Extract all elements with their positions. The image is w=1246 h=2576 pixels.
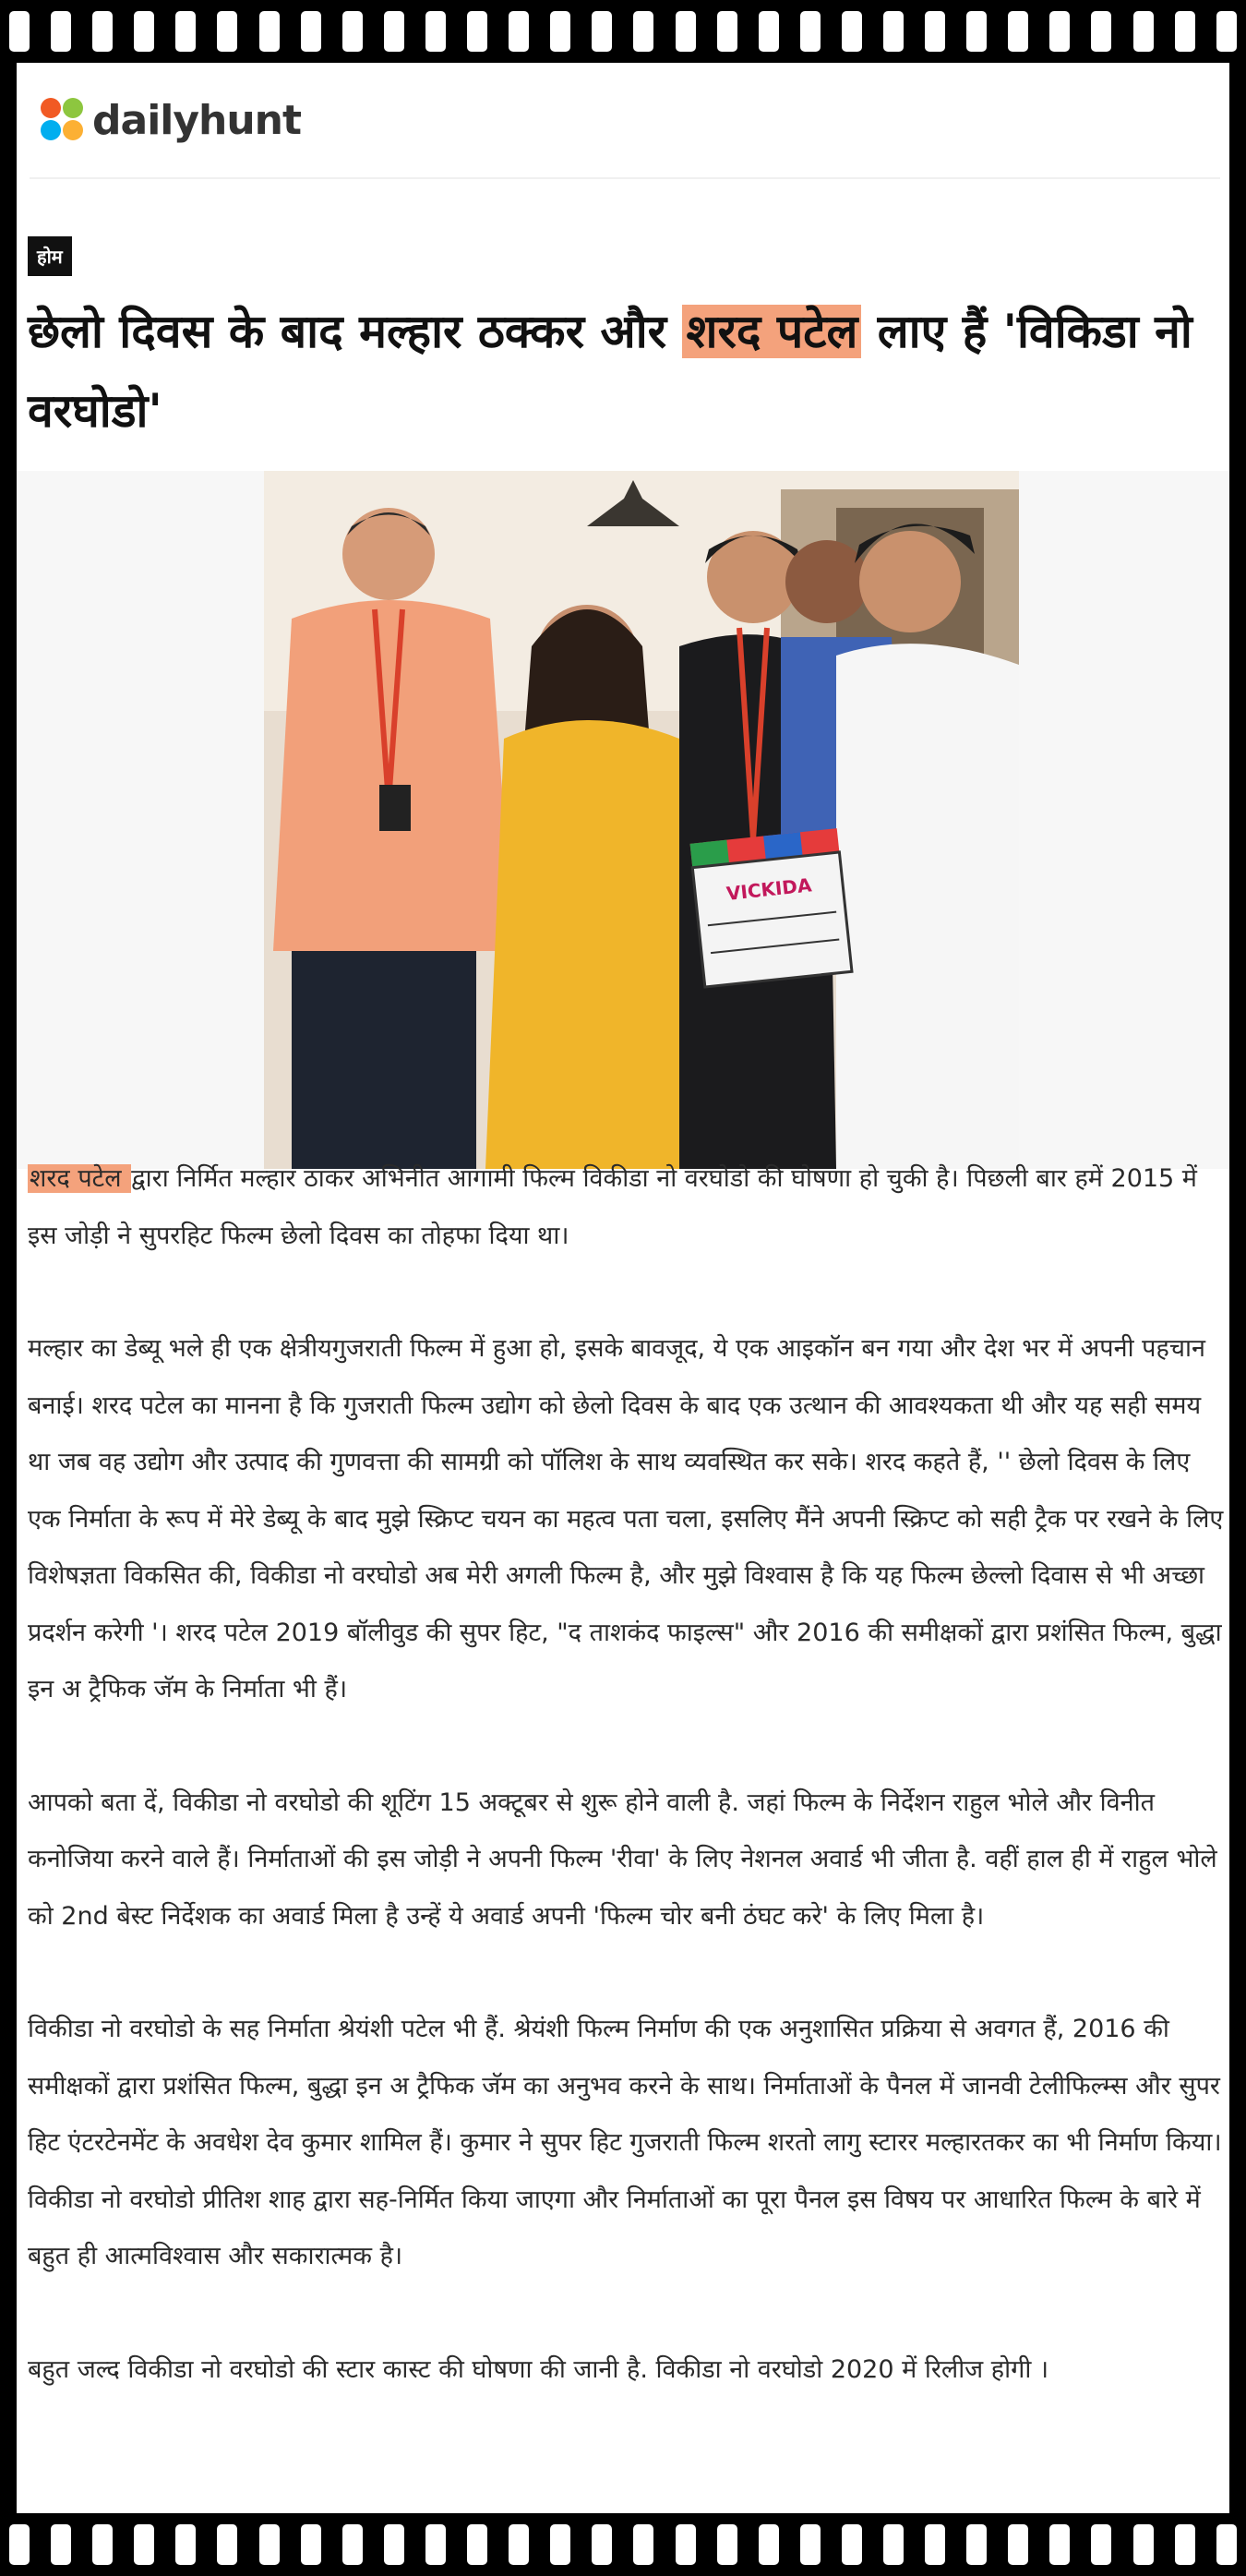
paragraph-1 bbox=[28, 1150, 1224, 1264]
headline-after: लाए हैं 'विकिडा नो वरघोडो' bbox=[28, 305, 1192, 438]
logo-mark-icon bbox=[39, 96, 87, 144]
breadcrumb-home[interactable]: होम bbox=[28, 236, 72, 276]
paragraph-3: आपको बता दें, विकीडा नो वरघोडो की शूटिंग 15 अक्टूबर से शुरू होने वाली है. जहां फिल्म के निर्देशन राहुल भोले और विनीत कनोजिया करने वाले हैं। निर्माताओं की इस जोड़ी ने अपनी फिल्म 'रीवा' के लिए नेशनल अवार्ड भी जीता है. वहीं हाल ही में राहुल भोले को 2nd बेस्ट निर्देशक का अवार्ड मिला है उन्हें ये अवार्ड अपनी 'फिल्म चोर बनी ठंघट करे' के लिए मिला है। bbox=[28, 1788, 1217, 1931]
article-photo bbox=[264, 471, 1019, 1169]
dailyhunt-logo[interactable] bbox=[39, 96, 301, 144]
paragraph-5: बहुत जल्द विकीडा नो वरघोडो की स्टार कास्ट की घोषणा की जानी है. विकीडा नो वरघोडो 2020 में रिलीज होगी । bbox=[28, 2354, 1049, 2384]
paragraph-4: विकीडा नो वरघोडो के सह निर्माता श्रेयंशी पटेल भी हैं. श्रेयंशी फिल्म निर्माण की एक अनुशासित प्रक्रिया से अवगत हैं, 2016 की समीक्षकों द्वारा प्रशंसित फिल्म, बुद्धा इन अ ट्रैफिक जॅम का अनुभव करने के साथ। निर्माताओं के पैनल में जानवी टेलीफिल्म्स और सुपर हिट एंटरटेनमेंट के अवधेश देव कुमार शामिल हैं। कुमार ने सुपर हिट गुजराती फिल्म शरतो लागु स्टारर मल्हारतकर का भी निर्माण किया। विकीडा नो वरघोडो प्रीतिश शाह द्वारा सह-निर्मित किया जाएगा और निर्माताओं का पूरा पैनल इस विषय पर आधारित फिल्म के बारे में बहुत ही आत्मविश्वास और सकारात्मक है। bbox=[28, 2015, 1222, 2270]
headline-before: छेलो दिवस के बाद मल्हार ठक्कर और bbox=[28, 305, 683, 358]
headline-highlight: शरद पटेल bbox=[682, 305, 861, 358]
paragraph-1-text: द्वारा निर्मित मल्हार ठाकर अभिनीत आगामी फिल्म विकीडा नो वरघोडो की घोषणा हो चुकी है। पिछली बार हमें 2015 में इस जोड़ी ने सुपरहिट फिल्म छेलो दिवस का तोहफा दिया था। bbox=[28, 1164, 1197, 1250]
clapper-title: VICKIDA bbox=[725, 873, 813, 905]
paragraph-1-highlight: शरद पटेल bbox=[30, 1164, 130, 1193]
article-body bbox=[28, 1150, 1224, 2454]
paragraph-2: मल्हार का डेब्यू भले ही एक क्षेत्रीयगुजराती फिल्म में हुआ हो, इसके बावजूद, ये एक आइकॉन बन गया और देश भर में अपनी पहचान बनाई। शरद पटेल का मानना है कि गुजराती फिल्म उद्योग को छेलो दिवस के बाद एक उत्थान की आवश्यकता थी और यह सही समय था जब वह उद्योग और उत्पाद की गुणवत्ता की सामग्री को पॉलिश के साथ व्यवस्थित कर सके। शरद कहते हैं, '' छेलो दिवस के लिए एक निर्माता के रूप में मेरे डेब्यू के बाद मुझे स्क्रिप्ट चयन का महत्व पता चला, इसलिए मैंने अपनी स्क्रिप्ट को सही ट्रैक पर रखने के लिए विशेषज्ञता विकसित की, विकीडा नो वरघोडो अब मेरी अगली फिल्म है, और मुझे विश्वास है कि यह फिल्म छेल्लो दिवास से भी अच्छा प्रदर्शन करेगी '। शरद पटेल 2019 बॉलीवुड की सुपर हिट, "द ताशकंद फाइल्स" और 2016 की समीक्षकों द्वारा प्रशंसित फिल्म, बुद्धा इन अ ट्रैफिक जॅम के निर्माता भी हैं। bbox=[28, 1334, 1224, 1703]
article-sheet bbox=[17, 63, 1229, 2513]
film-strip-bottom bbox=[0, 2513, 1246, 2576]
article-headline bbox=[28, 292, 1218, 451]
film-strip-top bbox=[0, 0, 1246, 63]
site-header bbox=[30, 63, 1220, 179]
logo-text: dailyhunt bbox=[92, 96, 302, 144]
